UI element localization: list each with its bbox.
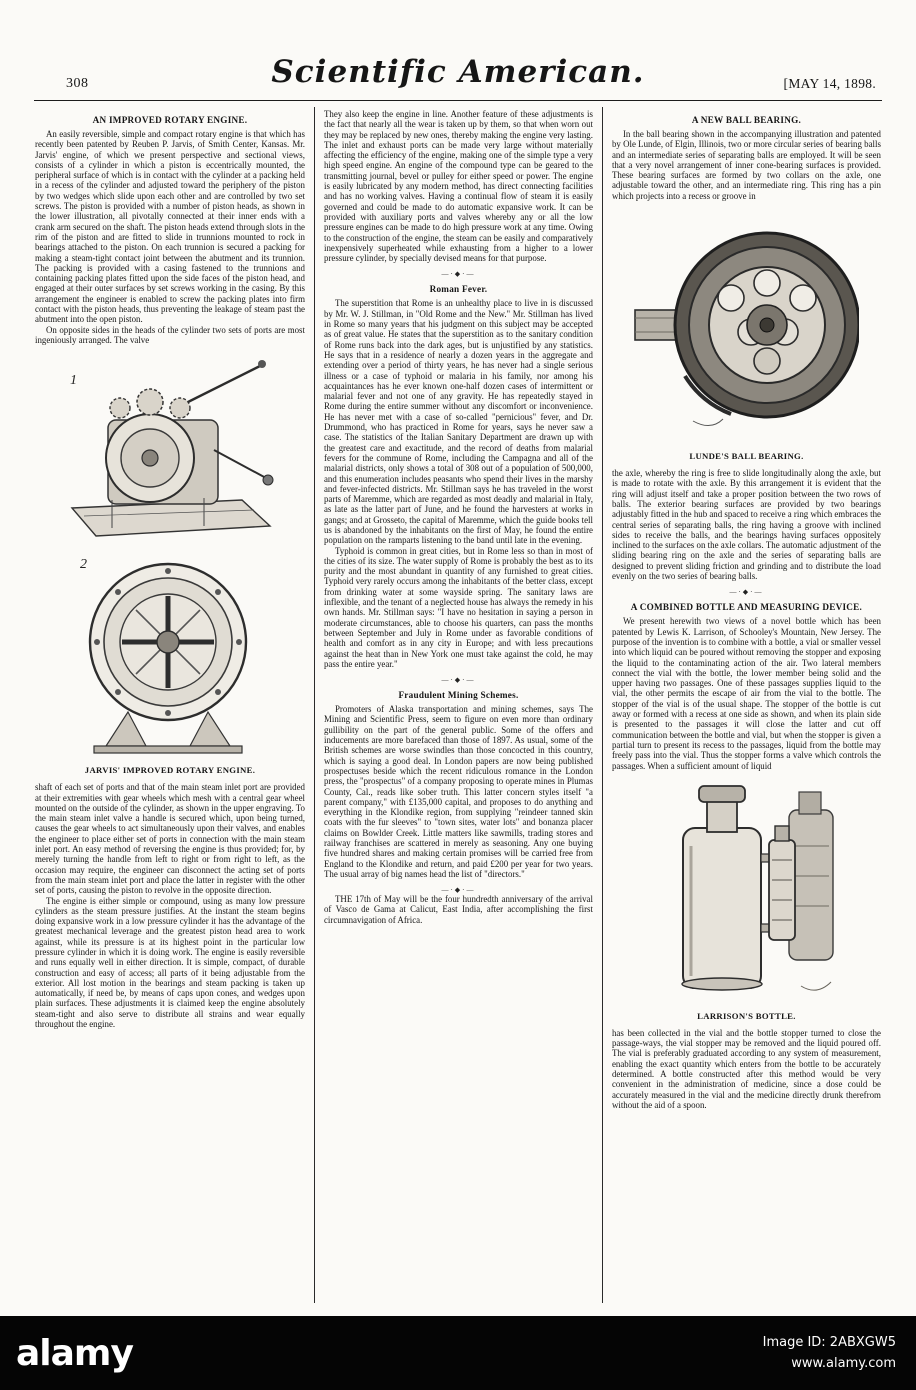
paragraph: The superstition that Rome is an unhealthy place to live in is discussed by Mr. W. J. Stillman, in "Old Rome and the New." Mr. Stillman has lived in Rome so many years that his judgment on this subject may be accepted as of great value. He states that the superstition as to the sanitary condition of Rome runs back into the dark ages, but is unjustified by any statistics. He says that in a residence of nearly a dozen years in the aggregate and extending over a period of thirty years, he has never had a single serious illness or a case of typhoid or malaria in his family, nor among his acquaintances has he ever known one-half dozen cases of intermittent or malarial fever and not one of any gravity. He has repeatedly stayed in Rome during the entire summer without any discomfort or inconvenience. He has never met with a case of so-called "pernicious" fever, and Dr. Drummond, who has practiced in Rome for years, says he never saw a case. The statistics of the Italian Sanitary Department are drawn up with the greatest care and exactitude, and the record of deaths from malarial fevers for the commune of Rome, including the Campagna and all of the malarial districts, only shows a total of 308 out of a population of 500,000, and this enumeration includes peasants who spend their lives in the marshy and fever-infected districts. Mr. Stillman says he has traveled in the worst parts of Maremme, which are regarded as most deadly and malarial in Italy, as late as the latter part of June, and he found the harvesters at works in gangs; and at Grosseto, the capital of Maremme, which the guide books tell us is abandoned by the inhabitants on the first of May, he found the entire population on the ramparts listening to the band until late in the evening. [323,298,593,546]
section-divider-ornament: —·◆·— [441,270,476,279]
paper-header [26,52,890,96]
section-divider-ornament: —·◆·— [441,886,476,895]
paragraph: the axle, whereby the ring is free to slide longitudinally along the axle, but is made to rotate with the axle. By this arrangement it is evident that the ring will adjust itself and take a proper position between the two rows of balls. The exterior bearing surfaces are provided by two bearings adjustably fitted in the hub and spaced to receive a ring which embraces the central series of separating balls, the ring having a groove with inclined sides to receive the balls, and the bearings having surfaces oppositely inclined to the surfaces on the axle collars. The automatic adjustment of the sliding bearing ring on the axle and the series of separating balls are designed to prevent sliding friction and grinding and to distribute the load evenly on the two series of bearing balls. [611,468,881,582]
paragraph: The engine is either simple or compound, using as many low pressure cylinders as the steam pressure justifies. At the instant the steam begins doing expansive work in a low pressure cylinder it has the advantage of the greatest mechanical leverage and the greatest piston head area to work against, while its pressure is at its highest point in the particular low pressure cylinder in which it is doing work. The engine is easily reversible and runs equally well in either direction. It is simple, compact, of durable construction and easy of access; all parts of it being adjustable from the exterior. All lost motion in the bearings and steam packing is taken up automatically, if need be, by means of caps upon cones, and wedges upon plain surfaces. These adjustments it is claimed keep the engine absolutely steam-tight and also serve to distribute all strains and wear equally throughout the engine. [35,895,305,1030]
figure-label: 1 [69,373,77,389]
column-3 [602,107,890,1303]
header-rule [34,100,882,101]
paragraph: THE 17th of May will be the four hundredth anniversary of the arrival of Vasco de Gama at Calicut, East India, after accomplishing the first circumnavigation of Africa. [323,894,593,925]
article-columns [26,107,890,1303]
paragraph: An easily reversible, simple and compact rotary engine is that which has recently been patented by Reuben P. Jarvis, of Smith Center, Kansas. Mr. Jarvis' engine, of which we present perspective and sectional views, consists of a cylinder in which a piston is eccentrically mounted, the peripheral surface of which is in contact with the cylinder at a packing held in a recess of the cylinder and adjusted toward the periphery of the piston by two wedges which slide upon each other and are controlled by two set screws. The piston is provided with a number of piston heads, as shown in the lower illustration, all pivotally connected at their inner ends with a crank arm secured on the shaft. The piston heads extend through slots in the rim of the piston and are fitted to slide in trunnions mounted to rock in bearings attached to the piston. On each trunnion is secured a packing for making a steam-tight contact joint between the abutment and its trunnion. The packing is provided with a casing fastened to the trunnions and containing packing plates fitted upon the side faces of the piston head, and engaged at their outer surfaces by set screws working in the casing. By this arrangement the engineer is enabled to screw the packing plates into firm contact with the piston heads, thus preventing the leakage of steam past the abutment into the open piston. [35,129,305,325]
paragraph: shaft of each set of ports and that of the main steam inlet port are provided at their extremities with gear wheels which mesh with a central gear wheel mounted on the outside of the cylinder, as shown in the upper engraving. To the main steam inlet valve a handle is secured which, upon being turned, causes the gear wheels to act simultaneously upon their valves, and enables the engineer to place either set of ports in connection with the main steam inlet port. An easy method of reversing the engine is thus provided; for, by merely turning the handle from left to right or from right to left, as the occasion may require, the engineer can disconnect the acting set of ports from the main steam inlet port and place the latter in register with the other set of ports, causing the piston to revolve in the opposite direction. [35,782,305,896]
section-divider-ornament: —·◆·— [729,588,764,597]
figure-label: 2 [79,557,87,573]
footer-url-link[interactable]: www.alamy.com [791,1356,896,1371]
paragraph: has been collected in the vial and the bottle stopper turned to close the passage-ways, the vial stopper may be removed and the liquid poured off. The vial is preferably graduated according to any system of measurement, enabling the exact quantity which enters from the bottle to be accurately determined. A bottle constructed after this method would be very convenient in the administration of medicine, since a dose could be accurately measured in the vial and the medicine directly drunk therefrom without the aid of a spoon. [611,1027,881,1110]
section-divider-ornament: —·◆·— [441,676,476,685]
figure-caption: LARRISON'S BOTTLE. [697,1010,796,1021]
watermark-footer-bar [0,1316,916,1390]
column-1 [26,107,314,1303]
image-id-label: Image ID: 2ABXGW5 [762,1334,896,1350]
alamy-logo: alamy [16,1332,133,1374]
bottle-illustration [641,776,851,1004]
paragraph: We present herewith two views of a novel bottle which has been patented by Lewis K. Larrison, of Schooley's Mountain, New Jersey. The purpose of the invention is to combine with a bottle, a vial or smaller vessel into which liquid can be poured without removing the stopper and exposing the liquid to the contaminating action of the air. Two lateral members connect the vial with the bottle, the lower member being solid and the upper having two passages. One of these passages supplies liquid to the vial, the other permits the escape of air from the vial to the bottle. The stopper of the vial is of the usual shape. The stopper of the bottle is cut away or formed with a recess at one side as shown, and when its plain side is presented to the passages it will close the latter and cut off communication between the bottle and vial, but when the stopper is given a partial turn to present its recess to the passages, liquid from the bottle may freely pass into the vial. Thus the stopper forms a valve which controls the passages. When a sufficient amount of liquid [611,616,881,771]
article-title-ball-bearing: A NEW BALL BEARING. [691,115,802,125]
paragraph: On opposite sides in the heads of the cylinder two sets of ports are most ingeniously arranged. The valve [35,324,305,345]
issue-date: [MAY 14, 1898. [783,76,876,91]
paragraph: Typhoid is common in great cities, but in Rome less so than in most of the cities of its size. The water supply of Rome is probably the best as to its purity and the most abundant in quantity of any furnished to great cities. Typhoid very rarely occurs among the inhabitants of the better class, except from drinking water at some wayside spring. The sanitary laws are inflexible, and the tenant of a neglected house has always the remedy in his own hands. Mr. Stillman says: "I have no hesitation in saying a person in moderate circumstances, able to choose his quarters, can pass the months between September and July in Rome under as favorable conditions of health and comfort as in any city in Europe; and with less precautions against the heat than in New York one must take against the cold, he may pass the entire year." [323,545,593,669]
article-title-roman-fever: Roman Fever. [429,284,488,295]
figure-caption: JARVIS' IMPROVED ROTARY ENGINE. [84,765,256,776]
bottle-figure [612,776,881,1009]
rotary-engine-illustration [54,350,286,758]
article-title-rotary-engine: AN IMPROVED ROTARY ENGINE. [92,115,248,125]
column-2 [314,107,602,1303]
figure-caption: LUNDE'S BALL BEARING. [689,451,804,462]
article-title-bottle-device: A COMBINED BOTTLE AND MEASURING DEVICE. [630,602,863,613]
ball-bearing-illustration [633,206,859,444]
masthead: Scientific American. [271,54,645,90]
rotary-engine-figure [35,350,305,763]
paragraph: In the ball bearing shown in the accompanying illustration and patented by Ole Lunde, of Elgin, Illinois, two or more circular series of bearing balls and an intermediate series of separating balls are employed. It will be seen that a very novel arrangement of inner cone-bearing surfaces is provided. These bearing surfaces are formed by two collars on the axle, one adjustable toward the other, and an intermediate ring. This ring has a pin which projects into a recess or groove in [611,129,881,201]
article-title-mining-schemes: Fraudulent Mining Schemes. [398,690,519,701]
paragraph: Promoters of Alaska transportation and mining schemes, says The Mining and Scientific Press, seem to figure on even more than ordinary gullibility on the part of the general public. Some of the offers and inducements are more barefaced than those of 1897. As usual, some of the British schemes are worse swindles than those concocted in this country, which is saying a good deal. In London papers are now being published prospectuses beside which the recent ridiculous romance in the London press, the "prospectus" of a company proposing to operate mines in Plumas County, Cal., reads like sober truth. This latter concern styles itself "a parent company," with £135,000 capital, and proposes to do anything and everything in the Klondike region, from supplying "reindeer tanned skin coats with the fur sleeves" to "town sites, water lots" and bonanza placer claims on Bowlder Creek. Little matters like sawmills, trading stores and railway franchises are scattered in merely as seasoning. Any one buying five hundred shares and making certain promises will be carried free from England to the Klondike and return, and paid £200 per year for two years. The usual array of big names head the list of "directors." [323,704,593,879]
ball-bearing-figure [612,206,881,449]
page-number: 308 [66,76,89,91]
paragraph: They also keep the engine in line. Another feature of these adjustments is the fact that nearly all the wear is taken up by them, so that when worn out they may be replaced by new ones, thereby making the engine very lasting. The inlet and exhaust ports can be made very large without materially affecting the efficiency of the engine, making one of the simple type a very high speed engine. An engine of the compound type can be geared to the transmitting journal, bevel or pulley for either speed or power. The engine is easily lubricated by any modern method, has direct connecting facilities and has no working valves. Having a continual flow of steam it is easily governed and could be made to do automatic expansive work. It can be provided with auxiliary ports and valves whereby any or all the low pressure engines can be made to do high pressure work at any time. Owing to the construction of the engine, the steam can be easily and comparatively inexpensively superheated while exhausting from a higher to a lower pressure cylinder, by specially devised means for that purpose. [323,109,593,264]
